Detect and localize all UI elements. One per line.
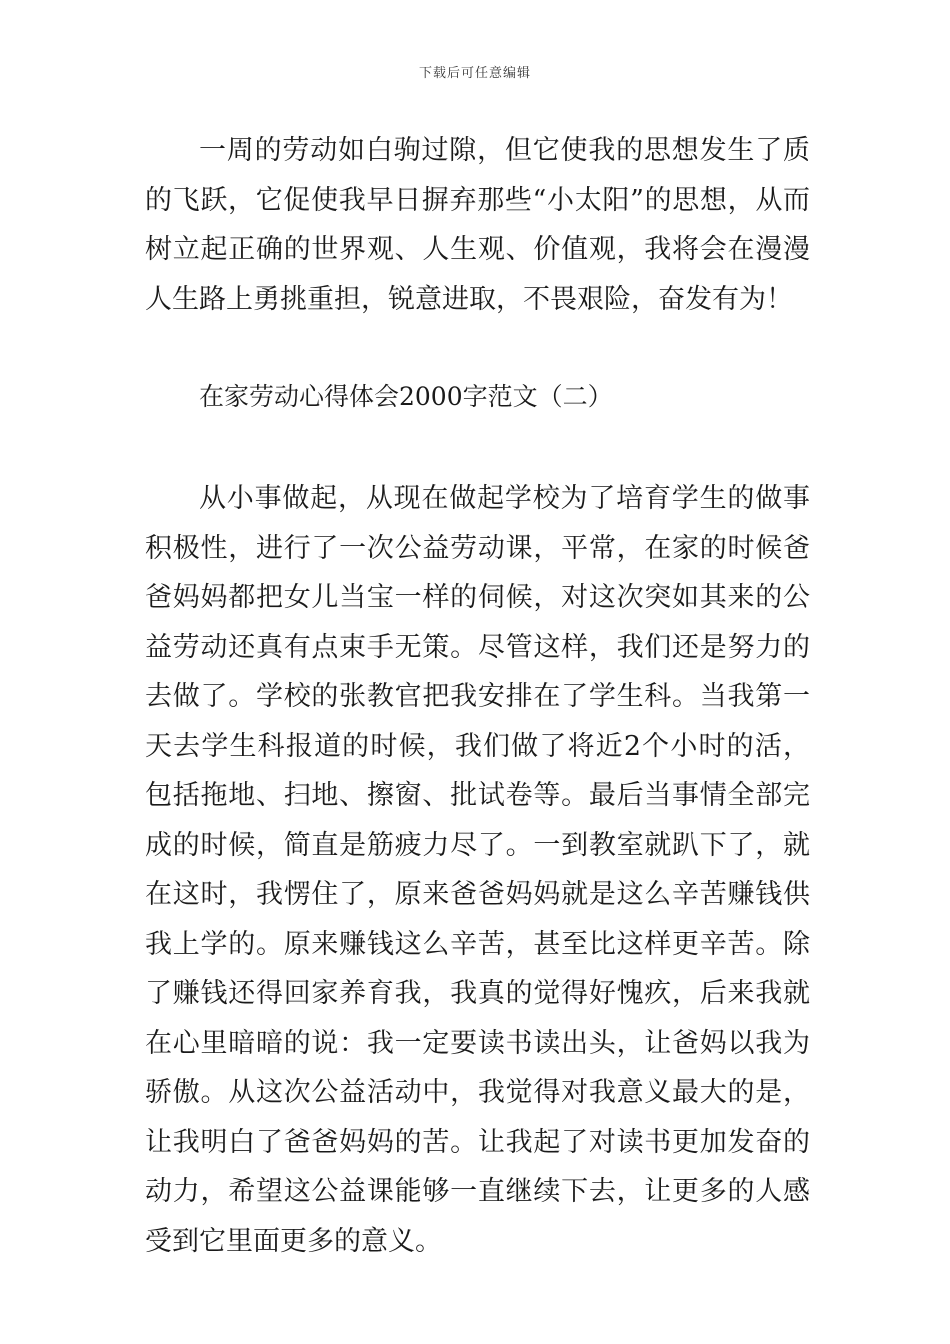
header-note: 下载后可任意编辑: [418, 66, 531, 81]
section-title: 在家劳动心得体会2000字范文（二）: [199, 382, 613, 411]
paragraph-2-text: 从小事做起，从现在做起学校为了培育学生的做事积极性，进行了一次公益劳动课，平常，在家的时候爸爸妈妈都把女儿当宝一样的伺候，对这次突如其来的公益劳动还真有点束手无策。尽管这样，我们还是努力的去做了。学校的张教官把我安排在了学生科。当我第一天去学生科报道的时候，我们做了将近2个小时的活，包括拖地、扫地、擦窗、批试卷等。最后当事情全部完成的时候，简直是筋疲力尽了。一到教室就趴下了，就在这时，我愣住了，原来爸爸妈妈就是这么辛苦赚钱供我上学的。原来赚钱这么辛苦，甚至比这样更辛苦。除了赚钱还得回家养育我，我真的觉得好愧疚，后来我就在心里暗暗的说：我一定要读书读出头，让爸妈以我为骄傲。从这次公益活动中，我觉得对我意义最大的是，让我明白了爸爸妈妈的苦。让我起了对读书更加发奋的动力，希望这公益课能够一直继续下去，让更多的人感受到它里面更多的意义。: [145, 483, 810, 1257]
paragraph-1-text: 一周的劳动如白驹过隙，但它使我的思想发生了质的飞跃，它促使我早日摒弃那些“小太阳”的思想，从而树立起正确的世界观、人生观、价值观，我将会在漫漫人生路上勇挑重担，锐意进取，不畏艰险，奋发有为！: [145, 135, 810, 315]
paragraph-1: [145, 126, 810, 324]
paragraph-2: [145, 474, 810, 1266]
